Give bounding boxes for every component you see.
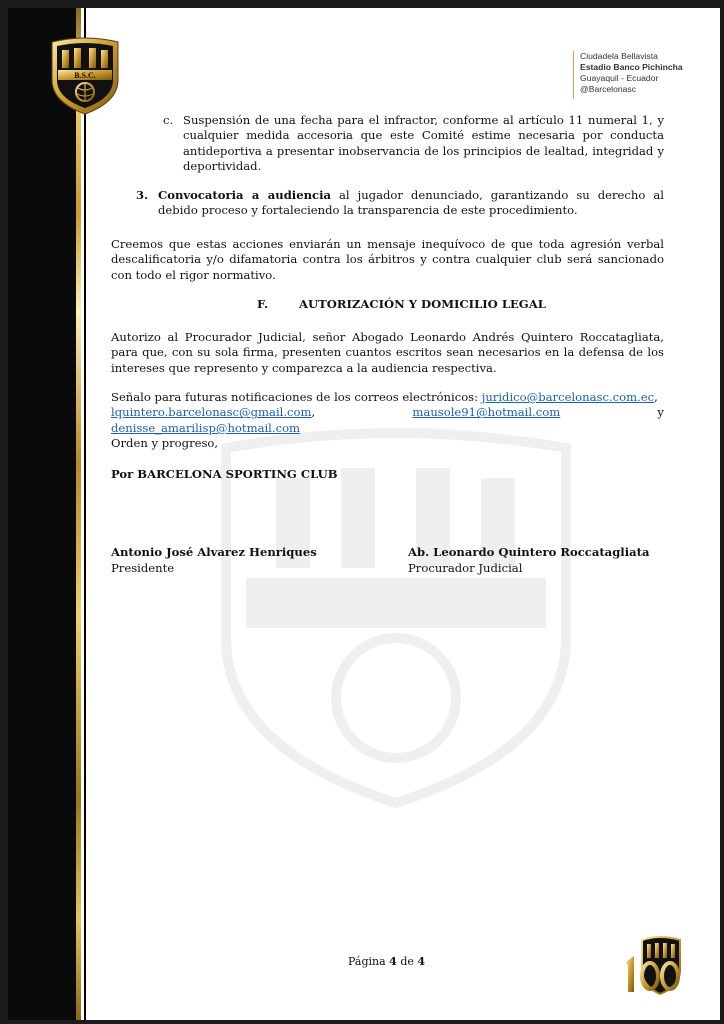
address-line-2: Estadio Banco Pichincha [580,62,683,72]
bsc-crest-icon [48,36,122,116]
address-line-1: Ciudadela Bellavista [580,51,658,61]
sidebar-edge [84,8,86,1020]
address-line-3: Guayaquil - Ecuador [580,73,659,83]
closing-line: Orden y progreso, [111,436,219,450]
list-marker-c: c. [163,113,174,127]
section-title: AUTORIZACIÓN Y DOMICILIO LEGAL [299,297,546,311]
paragraph-statement: Creemos que estas acciones enviarán un mensaje inequívoco de que toda agresión verbal descalificatoria y/o difamatoria contra los árbitros y contra cualquier club será sancionado con todo el rigor normativo. [111,237,664,282]
signoff-club: Por BARCELONA SPORTING CLUB [111,467,338,481]
black-sidebar [8,8,80,1020]
section-heading [257,297,546,312]
signature-role-procurador: Procurador Judicial [408,561,523,575]
centenary-logo-icon [620,934,692,998]
section-letter: F. [257,297,269,311]
list-item-c: Suspensión de una fecha para el infractor, conforme al artículo 11 numeral 1, y cualquier medida accesoria que este Comité estime necesaria por conducta antideportiva a presentar inobservancia de los principios de lealtad, integridad y deportividad. [183,113,664,174]
email-link-juridico[interactable]: juridico@barcelonasc.com.ec [481,390,655,404]
crest-watermark-icon [216,428,576,808]
email-link-mausole[interactable]: mausole91@hotmail.com [412,405,561,420]
document-page [8,8,720,1020]
list-item-3 [158,188,664,219]
svg-text:B.S.C.: B.S.C. [74,71,96,80]
paragraph-notifications: Señalo para futuras notificaciones de los correos electrónicos: juridico@barcelonasc.com.ec, lquintero.barcelonasc@gmail.com, mausole91@hotmail.com y denisse_amarilisp@hotmail.com [111,390,664,435]
email-link-denisse[interactable]: denisse_amarilisp@hotmail.com [111,420,301,435]
email-link-lquintero[interactable]: lquintero.barcelonasc@gmail.com [111,405,312,420]
signature-name-president: Antonio José Alvarez Henriques [111,545,317,559]
item-3-rest: al jugador denunciado, garantizando su derecho al debido proceso y fortaleciendo la transparencia de este procedimiento. [158,188,664,218]
header-address [573,51,683,99]
signature-role-president: Presidente [111,561,175,575]
address-line-4: @Barcelonasc [580,84,637,94]
paragraph-authorization: Autorizo al Procurador Judicial, señor Abogado Leonardo Andrés Quintero Roccatagliata, para que, con su sola firma, presenten cuantos escritos sean necesarios en la defensa de los intereses que represento y comparezca a la audiencia respectiva. [111,330,664,375]
notifications-intro: Señalo para futuras notificaciones de los correos electrónicos: [111,390,482,404]
item-3-bold: Convocatoria a audiencia [158,188,331,202]
signature-name-procurador: Ab. Leonardo Quintero Roccatagliata [408,545,650,559]
page-number: Página 4 de 4 [348,955,426,968]
list-marker-3: 3. [136,188,149,202]
